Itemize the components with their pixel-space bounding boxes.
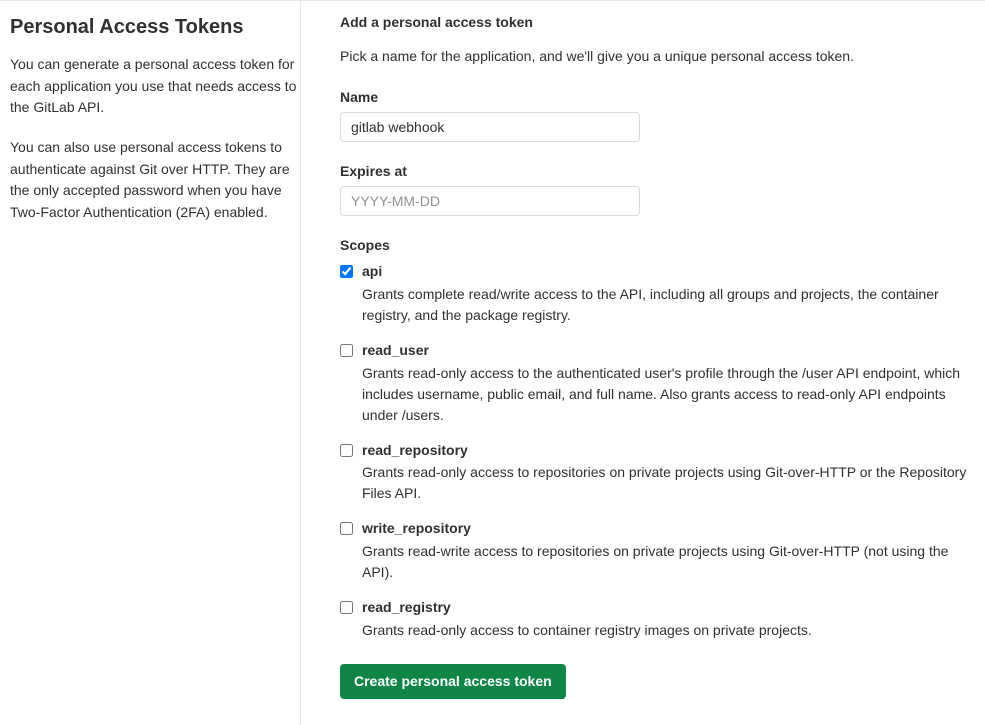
name-label: Name [340, 89, 379, 105]
name-field-group [340, 89, 975, 142]
form-subtitle: Pick a name for the application, and we'll give you a unique personal access token. [340, 48, 854, 64]
column-divider [300, 0, 301, 725]
top-divider [0, 0, 985, 1]
expires-at-label: Expires at [340, 163, 407, 179]
scope-description: Grants read-write access to repositories on private projects using Git-over-HTTP (not using the API). [362, 543, 949, 581]
scope-name: read_repository [362, 441, 468, 458]
scope-item-api[interactable] [340, 263, 975, 326]
name-input[interactable] [340, 112, 640, 142]
scopes-group [340, 237, 975, 641]
token-form [340, 14, 985, 725]
scope-checkbox-write-repository[interactable] [340, 522, 353, 535]
expires-at-input[interactable] [340, 186, 640, 216]
page-title: Personal Access Tokens [10, 16, 244, 38]
scope-checkbox-read-user[interactable] [340, 344, 353, 357]
scope-item-read-user[interactable] [340, 342, 975, 426]
expires-field-group [340, 163, 975, 216]
sidebar-info [0, 14, 340, 725]
scope-name: read_user [362, 341, 429, 358]
scope-description: Grants complete read/write access to the API, including all groups and projects, the container registry, and the package registry. [362, 285, 939, 323]
sidebar-paragraph-1: You can generate a personal access token for each application you use that needs access to the GitLab API. [10, 56, 297, 116]
scope-name: api [362, 263, 383, 279]
scope-name: read_registry [362, 599, 451, 616]
scope-checkbox-api[interactable] [340, 265, 353, 278]
form-title: Add a personal access token [340, 14, 533, 30]
scope-item-read-repository[interactable] [340, 442, 975, 505]
scope-description: Grants read-only access to container registry images on private projects. [362, 621, 812, 638]
scope-name: write_repository [362, 520, 471, 537]
scope-checkbox-read-repository[interactable] [340, 444, 353, 457]
scope-item-read-registry[interactable] [340, 599, 975, 641]
scope-description: Grants read-only access to the authenticated user's profile through the /user API endpoint, which includes username, public email, and full name. Also grants access to read-only API endpoints under /users. [362, 364, 961, 423]
scope-description: Grants read-only access to repositories on private projects using Git-over-HTTP or the Repository Files API. [362, 464, 967, 502]
scope-checkbox-read-registry[interactable] [340, 601, 353, 614]
sidebar-paragraph-2: You can also use personal access tokens to authenticate against Git over HTTP. They are the only accepted password when you have Two-Factor Authentication (2FA) enabled. [10, 139, 290, 221]
scopes-label: Scopes [340, 237, 390, 253]
scope-item-write-repository[interactable] [340, 520, 975, 583]
create-personal-access-token-button[interactable]: Create personal access token [340, 664, 566, 699]
